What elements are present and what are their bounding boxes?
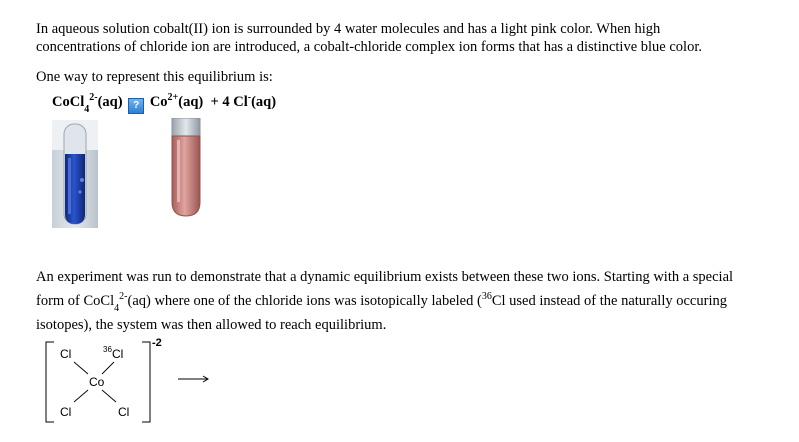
right-bracket [142, 342, 150, 422]
atom-cl-top-left: Cl [60, 347, 72, 361]
experiment-line-3: isotopes), the system was then allowed to reach equilibrium. [36, 317, 387, 333]
equilibrium-lead-text: One way to represent this equilibrium is: [36, 69, 273, 85]
cobalt-ion-formula: $Co^{2+}(aq)$ [149, 92, 204, 110]
isotope-mass-number: 36 [103, 345, 112, 354]
atom-cl-bottom-right: Cl [118, 405, 130, 419]
pink-test-tube-photo [170, 118, 202, 218]
blue-test-tube-photo [52, 120, 98, 228]
reactant-formula: CoCl$_4^{2-}$(aq) [52, 92, 123, 115]
bond-top-left [74, 362, 88, 374]
bond-bottom-right [102, 390, 116, 402]
chloride-ion-formula: + 4 Cl-(aq) [210, 92, 277, 110]
equilibrium-equation [52, 93, 276, 114]
left-bracket [46, 342, 54, 422]
intro-line-1: In aqueous solution cobalt(II) ion is surrounded by 4 water molecules and has a light pink color. When high [36, 21, 661, 37]
complex-charge: -2 [152, 337, 162, 349]
atom-co-center: Co [89, 375, 105, 389]
bond-bottom-left [74, 390, 88, 402]
equilibrium-arrow-missing-image-icon: ? [128, 98, 144, 114]
bond-top-right [102, 362, 114, 374]
labeled-complex-ion-structure [44, 336, 224, 428]
atom-cl-bottom-left: Cl [60, 405, 72, 419]
intro-paragraph [36, 20, 702, 56]
atom-cl-36-top-right: Cl [112, 347, 124, 361]
experiment-paragraph [36, 268, 733, 340]
experiment-line-2: form of CoCl$_4^{2-}$(aq) where one of the chloride ions was isotopically labeled ($^{36}$Cl used instead of the naturally occuring [36, 291, 727, 314]
experiment-line-1: An experiment was run to demonstrate that a dynamic equilibrium exists between these two ions. Starting with a special [36, 269, 734, 285]
intro-line-2: concentrations of chloride ion are introduced, a cobalt-chloride complex ion forms that has a distinctive blue color. [36, 39, 702, 55]
